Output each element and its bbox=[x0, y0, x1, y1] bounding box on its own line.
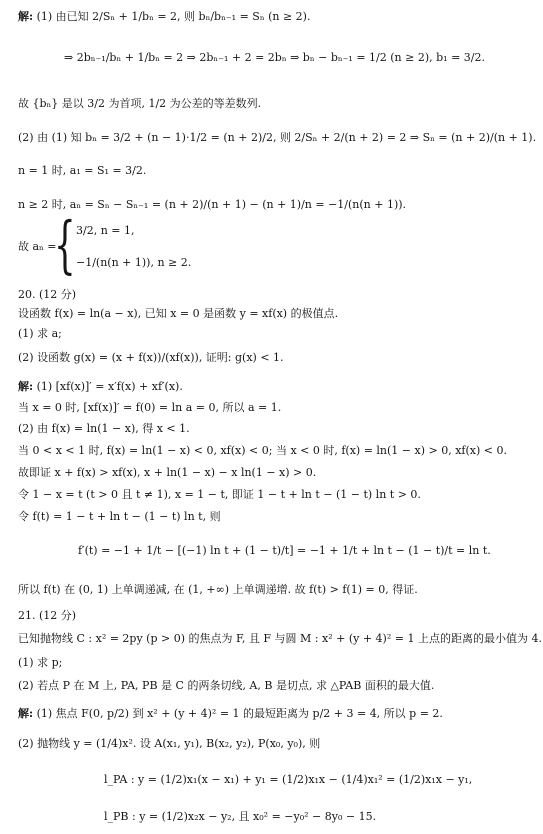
tangent-line-pb: l_PB : y = (1/2)x₂x − y₂, 且 x₀² = −y₀² − 8y₀ − 15. bbox=[104, 810, 377, 823]
problem-20-heading: 20. (12 分) bbox=[18, 288, 77, 301]
problem-20-solution-1 bbox=[18, 380, 183, 394]
problem-20-statement: 设函数 f(x) = ln(a − x), 已知 x = 0 是函数 y = xf(x) 的极值点. bbox=[18, 307, 339, 320]
tangent-line-pa: l_PA : y = (1/2)x₁(x − x₁) + y₁ = (1/2)x₁x − (1/4)x₁² = (1/2)x₁x − y₁, bbox=[104, 773, 473, 786]
piecewise-brace: { bbox=[54, 208, 76, 281]
problem-20-solution-1-text: (1) [xf(x)]′ = x′f(x) + xf′(x). bbox=[36, 380, 183, 393]
line-2: ⇒ 2bₙ₋₁/bₙ + 1/bₙ = 2 ⇒ 2bₙ₋₁ + 2 = 2bₙ ⇒ bₙ − bₙ₋₁ = 1/2 (n ≥ 2), b₁ = 3/2. bbox=[64, 51, 485, 64]
problem-21-part-2: (2) 若点 P 在 M 上, PA, PB 是 C 的两条切线, A, B 是切点, 求 △PAB 面积的最大值. bbox=[18, 679, 435, 692]
line-6: n ≥ 2 时, aₙ = Sₙ − Sₙ₋₁ = (n + 2)/(n + 1) − (n + 1)/n = −1/(n(n + 1)). bbox=[18, 198, 407, 211]
line-3: 故 {bₙ} 是以 3/2 为首项, 1/2 为公差的等差数列. bbox=[18, 97, 262, 110]
problem-20-line-7: 令 f(t) = 1 − t + ln t − (1 − t) ln t, 则 bbox=[18, 510, 221, 523]
line-5: n = 1 时, a₁ = S₁ = 3/2. bbox=[18, 164, 147, 177]
problem-21-solution-1 bbox=[18, 707, 443, 721]
derivative-equation: f′(t) = −1 + 1/t − [(−1) ln t + (1 − t)/t] = −1 + 1/t + ln t − (1 − t)/t = ln t. bbox=[78, 544, 491, 557]
problem-20-part-1: (1) 求 a; bbox=[18, 327, 62, 340]
problem-21-line-2: (2) 抛物线 y = (1/4)x². 设 A(x₁, y₁), B(x₂, y₂), P(x₀, y₀), 则 bbox=[18, 737, 321, 750]
problem-20-line-5: 故即证 x + f(x) > xf(x), x + ln(1 − x) − x ln(1 − x) > 0. bbox=[18, 466, 317, 479]
piecewise-label: 故 aₙ = bbox=[18, 240, 57, 253]
problem-20-line-3: (2) 由 f(x) = ln(1 − x), 得 x < 1. bbox=[18, 422, 190, 435]
problem-21-part-1: (1) 求 p; bbox=[18, 656, 63, 669]
problem-20-line-2: 当 x = 0 时, [xf(x)]′ = f(0) = ln a = 0, 所以 a = 1. bbox=[18, 401, 282, 414]
problem-20-part-2: (2) 设函数 g(x) = (x + f(x))/(xf(x)), 证明: g(x) < 1. bbox=[18, 351, 284, 364]
problem-20-conclusion: 所以 f(t) 在 (0, 1) 上单调递减, 在 (1, +∞) 上单调递增. 故 f(t) > f(1) = 0, 得证. bbox=[18, 583, 418, 596]
piecewise-case-1: 3/2, n = 1, bbox=[76, 224, 135, 237]
line-1 bbox=[18, 10, 310, 24]
line-4: (2) 由 (1) 知 bₙ = 3/2 + (n − 1)·1/2 = (n + 2)/2, 则 2/Sₙ + 2/(n + 2) = 2 ⇒ Sₙ = (n + 2)/(n + 1). bbox=[18, 131, 537, 144]
piecewise-case-2: −1/(n(n + 1)), n ≥ 2. bbox=[76, 256, 192, 269]
answer-label: 解: bbox=[18, 10, 34, 23]
problem-21-heading: 21. (12 分) bbox=[18, 609, 77, 622]
problem-21-solution-1-text: (1) 焦点 F(0, p/2) 到 x² + (y + 4)² = 1 的最短距离为 p/2 + 3 = 4, 所以 p = 2. bbox=[36, 707, 443, 720]
answer-label: 解: bbox=[18, 380, 34, 393]
problem-21-statement: 已知抛物线 C : x² = 2py (p > 0) 的焦点为 F, 且 F 与圆 M : x² + (y + 4)² = 1 上点的距离的最小值为 4. bbox=[18, 632, 542, 645]
answer-label: 解: bbox=[18, 707, 34, 720]
problem-20-line-6: 令 1 − x = t (t > 0 且 t ≠ 1), x = 1 − t, 即证 1 − t + ln t − (1 − t) ln t > 0. bbox=[18, 488, 421, 501]
problem-20-line-4: 当 0 < x < 1 时, f(x) = ln(1 − x) < 0, xf(x) < 0; 当 x < 0 时, f(x) = ln(1 − x) > 0, xf(x) < 0. bbox=[18, 444, 507, 457]
line-1-text: (1) 由已知 2/Sₙ + 1/bₙ = 2, 则 bₙ/bₙ₋₁ = Sₙ (n ≥ 2). bbox=[36, 10, 311, 23]
